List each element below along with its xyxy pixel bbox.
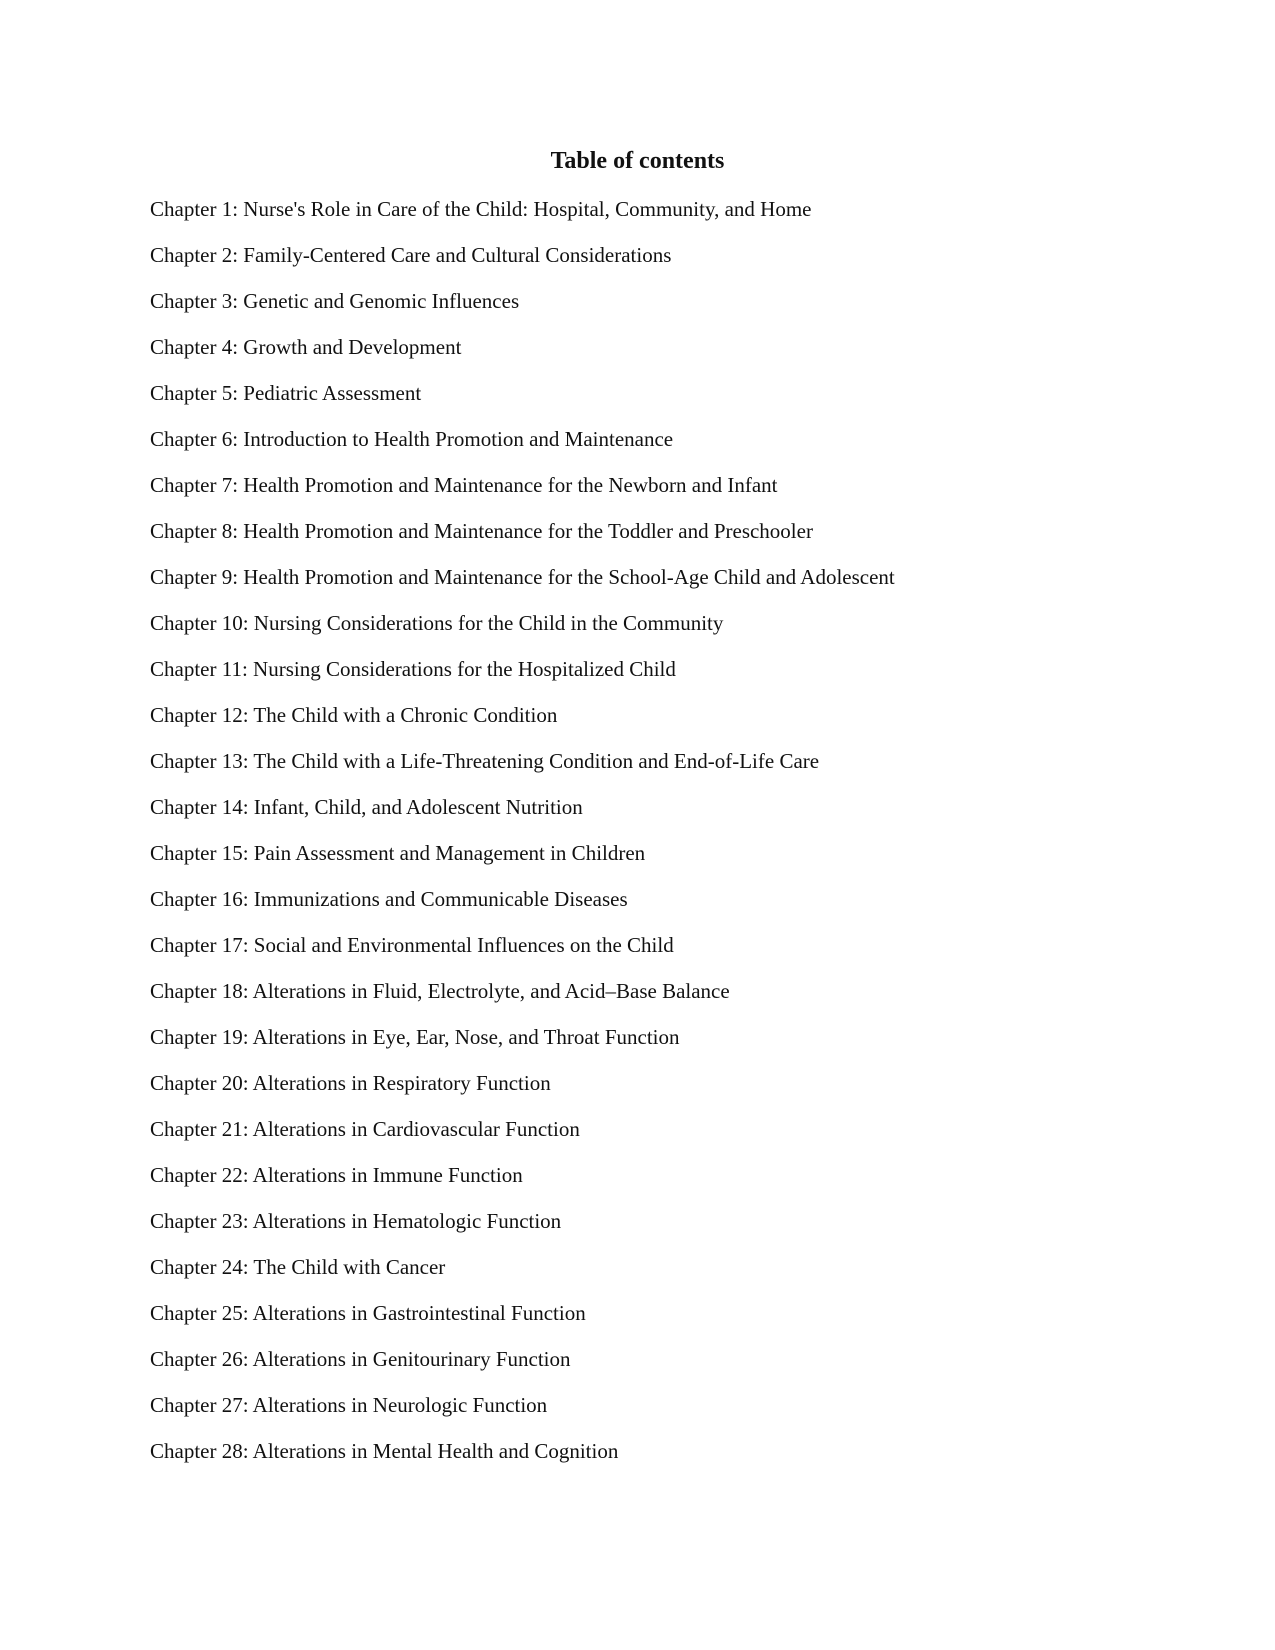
chapter-item-14: Chapter 14: Infant, Child, and Adolescent Nutrition — [150, 795, 583, 819]
chapter-item-24: Chapter 24: The Child with Cancer — [150, 1255, 446, 1279]
chapter-item-26: Chapter 26: Alterations in Genitourinary Function — [150, 1347, 571, 1371]
chapter-item-16: Chapter 16: Immunizations and Communicable Diseases — [150, 887, 628, 911]
chapter-item-19: Chapter 19: Alterations in Eye, Ear, Nose, and Throat Function — [150, 1025, 680, 1049]
chapter-item-13: Chapter 13: The Child with a Life-Threatening Condition and End-of-Life Care — [150, 749, 820, 773]
chapter-item-7: Chapter 7: Health Promotion and Maintenance for the Newborn and Infant — [150, 473, 778, 497]
chapter-item-6: Chapter 6: Introduction to Health Promotion and Maintenance — [150, 427, 674, 451]
chapter-item-10: Chapter 10: Nursing Considerations for the Child in the Community — [150, 611, 724, 635]
chapter-item-11: Chapter 11: Nursing Considerations for the Hospitalized Child — [150, 657, 676, 681]
chapter-item-15: Chapter 15: Pain Assessment and Management in Children — [150, 841, 646, 865]
chapter-item-20: Chapter 20: Alterations in Respiratory Function — [150, 1071, 551, 1095]
chapter-item-18: Chapter 18: Alterations in Fluid, Electrolyte, and Acid–Base Balance — [150, 979, 730, 1003]
chapter-item-9: Chapter 9: Health Promotion and Maintenance for the School-Age Child and Adolescent — [150, 565, 895, 589]
chapter-item-17: Chapter 17: Social and Environmental Influences on the Child — [150, 933, 674, 957]
chapter-item-25: Chapter 25: Alterations in Gastrointestinal Function — [150, 1301, 586, 1325]
chapter-item-21: Chapter 21: Alterations in Cardiovascular Function — [150, 1117, 580, 1141]
chapter-item-1: Chapter 1: Nurse's Role in Care of the Child: Hospital, Community, and Home — [150, 197, 812, 221]
chapter-item-12: Chapter 12: The Child with a Chronic Condition — [150, 703, 558, 727]
chapter-item-22: Chapter 22: Alterations in Immune Function — [150, 1163, 523, 1187]
chapter-item-4: Chapter 4: Growth and Development — [150, 335, 462, 359]
chapter-item-28: Chapter 28: Alterations in Mental Health and Cognition — [150, 1439, 619, 1463]
chapter-item-3: Chapter 3: Genetic and Genomic Influences — [150, 289, 520, 313]
chapter-item-8: Chapter 8: Health Promotion and Maintenance for the Toddler and Preschooler — [150, 519, 813, 543]
chapter-item-23: Chapter 23: Alterations in Hematologic Function — [150, 1209, 562, 1233]
chapter-item-27: Chapter 27: Alterations in Neurologic Function — [150, 1393, 548, 1417]
chapter-list — [150, 196, 895, 1484]
chapter-item-5: Chapter 5: Pediatric Assessment — [150, 381, 422, 405]
chapter-item-2: Chapter 2: Family-Centered Care and Cultural Considerations — [150, 243, 672, 267]
page-title: Table of contents — [550, 148, 725, 174]
